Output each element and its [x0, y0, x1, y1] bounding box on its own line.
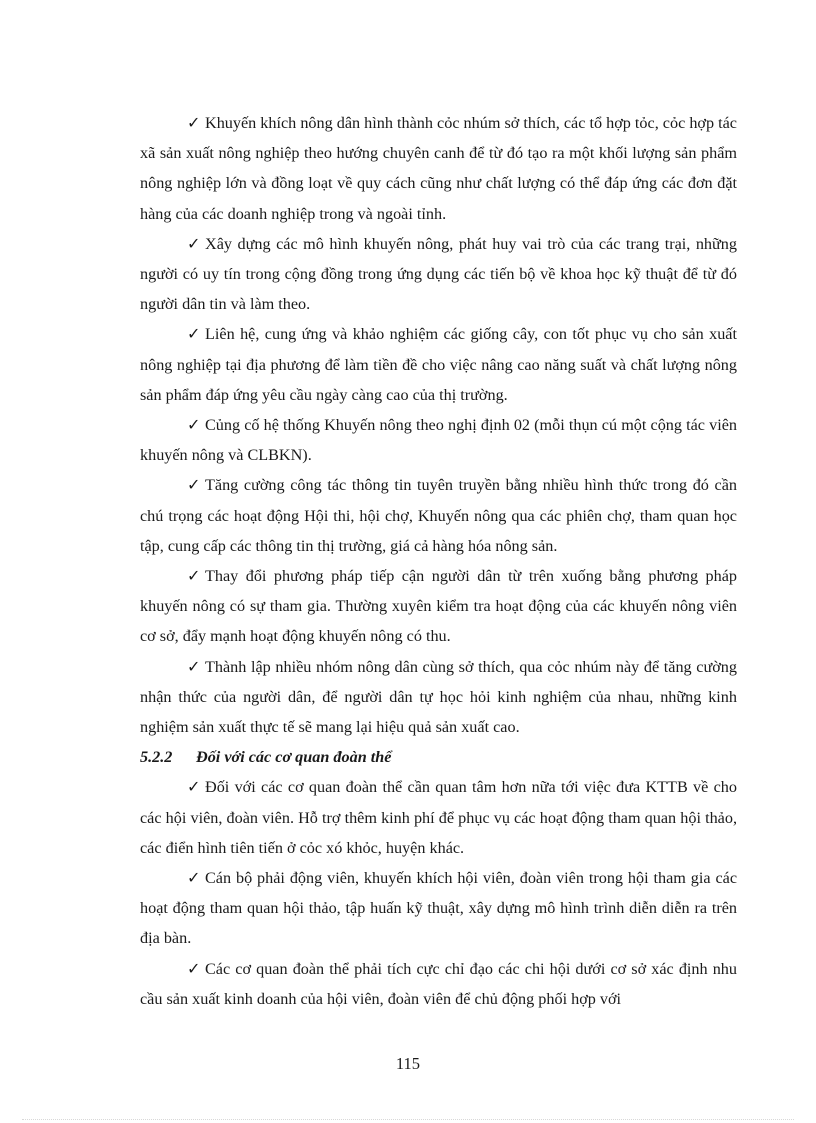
checkmark-icon: ✓	[187, 416, 201, 435]
bullet-paragraph	[140, 229, 737, 320]
footer-divider	[22, 1119, 794, 1120]
section-title: Đối với các cơ quan đoàn thể	[196, 748, 392, 767]
paragraph-text: Cán bộ phải động viên, khuyến khích hội viên, đoàn viên trong hội tham gia các hoạt động tham quan hội thảo, tập huấn kỹ thuật, xây dựng mô hình trình diễn diễn ra trên địa bàn.	[140, 869, 737, 948]
paragraph-text: Khuyến khích nông dân hình thành cỏc nhúm sở thích, các tổ hợp tỏc, cỏc hợp tác xã sản xuất nông nghiệp theo hướng chuyên canh để từ đó tạo ra một khối lượng sản phẩm nông nghiệp lớn và đồng loạt về quy cách cũng như chất lượng có thể đáp ứng các đơn đặt hàng của các doanh nghiệp trong và ngoài tỉnh.	[140, 114, 737, 223]
bullet-paragraph	[140, 470, 737, 561]
checkmark-icon: ✓	[187, 959, 201, 978]
paragraph-text: Củng cố hệ thống Khuyến nông theo nghị định 02 (mỗi thụn cú một cộng tác viên khuyến nông và CLBKN).	[140, 416, 737, 465]
paragraph-text: Đối với các cơ quan đoàn thể cần quan tâm hơn nữa tới việc đưa KTTB về cho các hội viên, đoàn viên. Hỗ trợ thêm kinh phí để phục vụ các hoạt động tham quan hội thảo, các điển hình tiên tiến ở cỏc xó khỏc, huyện khác.	[140, 778, 737, 857]
checkmark-icon: ✓	[187, 234, 201, 253]
paragraph-text: Liên hệ, cung ứng và khảo nghiệm các giống cây, con tốt phục vụ cho sản xuất nông nghiệp tại địa phương để làm tiền đề cho việc nâng cao năng suất và chất lượng nông sản phẩm đáp ứng yêu cầu ngày càng cao của thị trường.	[140, 325, 737, 404]
bullet-paragraph	[140, 108, 737, 229]
paragraph-text: Thành lập nhiều nhóm nông dân cùng sở thích, qua cỏc nhúm này để tăng cường nhận thức của người dân, để người dân tự học hỏi kinh nghiệm của nhau, những kinh nghiệm sản xuất thực tế sẽ mang lại hiệu quả sản xuất cao.	[140, 657, 737, 737]
paragraph-text: Tăng cường công tác thông tin tuyên truyền bằng nhiều hình thức trong đó cần chú trọng các hoạt động Hội thi, hội chợ, Khuyến nông qua các phiên chợ, tham quan học tập, cung cấp các thông tin thị trường, giá cả hàng hóa nông sản.	[140, 476, 737, 555]
bullet-paragraph	[140, 954, 737, 1014]
checkmark-icon: ✓	[187, 325, 201, 344]
page-number: 115	[395, 1054, 421, 1073]
document-body	[140, 108, 737, 1014]
checkmark-icon: ✓	[187, 778, 201, 797]
bullet-paragraph	[140, 772, 737, 863]
section-number: 5.2.2	[140, 748, 173, 767]
bullet-paragraph	[140, 410, 737, 470]
checkmark-icon: ✓	[187, 657, 201, 676]
paragraph-text: Các cơ quan đoàn thể phải tích cực chỉ đạo các chi hội dưới cơ sở xác định nhu cầu sản xuất kinh doanh của hội viên, đoàn viên để chủ động phối hợp với	[140, 959, 737, 1008]
checkmark-icon: ✓	[187, 476, 201, 495]
paragraph-text: Xây dựng các mô hình khuyến nông, phát huy vai trò của các trang trại, những người có uy tín trong cộng đồng trong ứng dụng các tiến bộ về khoa học kỹ thuật để từ đó người dân tin và làm theo.	[140, 234, 737, 314]
bullet-paragraph	[140, 319, 737, 410]
checkmark-icon: ✓	[187, 114, 201, 132]
paragraph-text: Thay đổi phương pháp tiếp cận người dân từ trên xuống bằng phương pháp khuyến nông có sự tham gia. Thường xuyên kiểm tra hoạt động của các khuyến nông viên cơ sở, đẩy mạnh hoạt động khuyến nông có thu.	[140, 567, 737, 646]
bullet-paragraph	[140, 652, 737, 743]
bullet-paragraph	[140, 863, 737, 954]
checkmark-icon: ✓	[187, 869, 201, 888]
section-heading	[140, 742, 737, 772]
bullet-paragraph	[140, 561, 737, 652]
checkmark-icon: ✓	[187, 567, 201, 586]
